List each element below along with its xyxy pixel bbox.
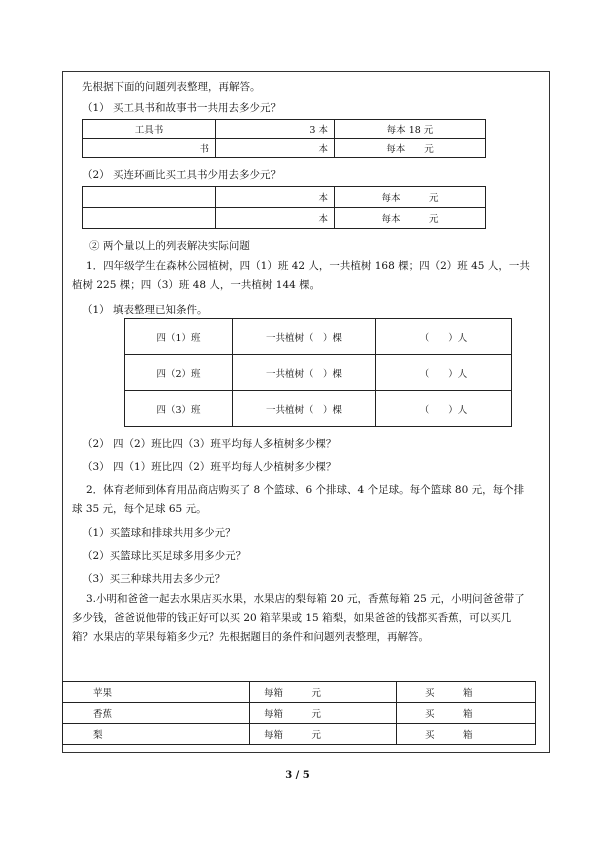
problem-2-text: 2．体育老师到体育用品商店购买了 8 个篮球、6 个排球、4 个足球。每个篮球 80 元，每个排球 35 元，每个足球 65 元。 — [72, 484, 525, 515]
problem-2-question-1: （1）买篮球和排球共用多少元？ — [82, 527, 236, 539]
problem-1-text: 1．四年级学生在森林公园植树，四（1）班 42 人，一共植树 168 棵；四（2）班 45 人，一共植树 225 棵；四（3）班 48 人，一共植树 144 棵。 — [72, 260, 530, 291]
table-row — [83, 187, 486, 208]
table-cell: 一共植树（ ）棵 — [233, 355, 376, 391]
table-cell: 每箱 元 — [250, 682, 397, 703]
table-cell: （ ）人 — [376, 355, 512, 391]
table-2 — [82, 186, 486, 229]
table-cell: 工具书 — [83, 120, 216, 139]
page-number: 3 / 5 — [285, 770, 310, 781]
table-cell: 本 — [216, 139, 335, 158]
table-cell: 买 箱 — [397, 724, 536, 745]
table-row — [83, 120, 486, 139]
table-cell: 香蕉 — [63, 703, 250, 724]
table-row — [63, 682, 536, 703]
table-cell: 3 本 — [216, 120, 335, 139]
question-2: （2） 买连环画比买工具书少用去多少元？ — [82, 169, 282, 181]
table-cell — [83, 208, 216, 229]
problem-1-question-3: （3） 四（1）班比四（2）班平均每人少植树多少棵？ — [82, 461, 337, 473]
table-cell: 四（2）班 — [125, 355, 233, 391]
section-heading: ② 两个量以上的列表解决实际问题 — [89, 240, 250, 252]
table-cell: 每本 元 — [335, 208, 486, 229]
table-cell: 梨 — [63, 724, 250, 745]
table-row — [125, 355, 512, 391]
table-cell: 每箱 元 — [250, 703, 397, 724]
table-3 — [124, 318, 512, 427]
table-cell: 本 — [216, 187, 335, 208]
table-row — [125, 319, 512, 355]
table-4 — [62, 681, 536, 745]
intro-text: 先根据下面的问题列表整理，再解答。 — [82, 81, 261, 93]
table-cell: 买 箱 — [397, 682, 536, 703]
table-row — [83, 139, 486, 158]
table-cell: 每本 18 元 — [335, 120, 486, 139]
table-row — [83, 208, 486, 229]
table-row — [125, 391, 512, 427]
problem-3-text: 3.小明和爸爸一起去水果店买水果，水果店的梨每箱 20 元，香蕉每箱 25 元，小明问爸爸带了多少钱，爸爸说他带的钱正好可以买 20 箱苹果或 15 箱梨，如果爸爸的钱都买香蕉，可以买几箱？水果店的苹果每箱多少元？先根据题目的条件和问题列表整理，再解答。 — [72, 593, 525, 643]
table-cell: 四（1）班 — [125, 319, 233, 355]
problem-1-question-1: （1） 填表整理已知条件。 — [82, 304, 208, 316]
problem-2-question-2: （2）买篮球比买足球多用多少元？ — [82, 550, 247, 562]
table-cell: 一共植树（ ）棵 — [233, 319, 376, 355]
table-cell: 每箱 元 — [250, 724, 397, 745]
table-cell: 本 — [216, 208, 335, 229]
problem-2-question-3: （3）买三种球共用去多少元？ — [82, 573, 226, 585]
table-cell — [83, 187, 216, 208]
table-cell: 苹果 — [63, 682, 250, 703]
table-cell: 买 箱 — [397, 703, 536, 724]
table-row — [63, 703, 536, 724]
table-cell: 书 — [83, 139, 216, 158]
table-cell: 四（3）班 — [125, 391, 233, 427]
problem-1-question-2: （2） 四（2）班比四（3）班平均每人多植树多少棵？ — [82, 438, 337, 450]
table-cell: 一共植树（ ）棵 — [233, 391, 376, 427]
table-cell: （ ）人 — [376, 319, 512, 355]
question-1: （1） 买工具书和故事书一共用去多少元？ — [82, 102, 282, 114]
table-cell: （ ）人 — [376, 391, 512, 427]
table-row — [63, 724, 536, 745]
table-cell: 每本 元 — [335, 187, 486, 208]
table-1 — [82, 119, 486, 158]
table-cell: 每本 元 — [335, 139, 486, 158]
